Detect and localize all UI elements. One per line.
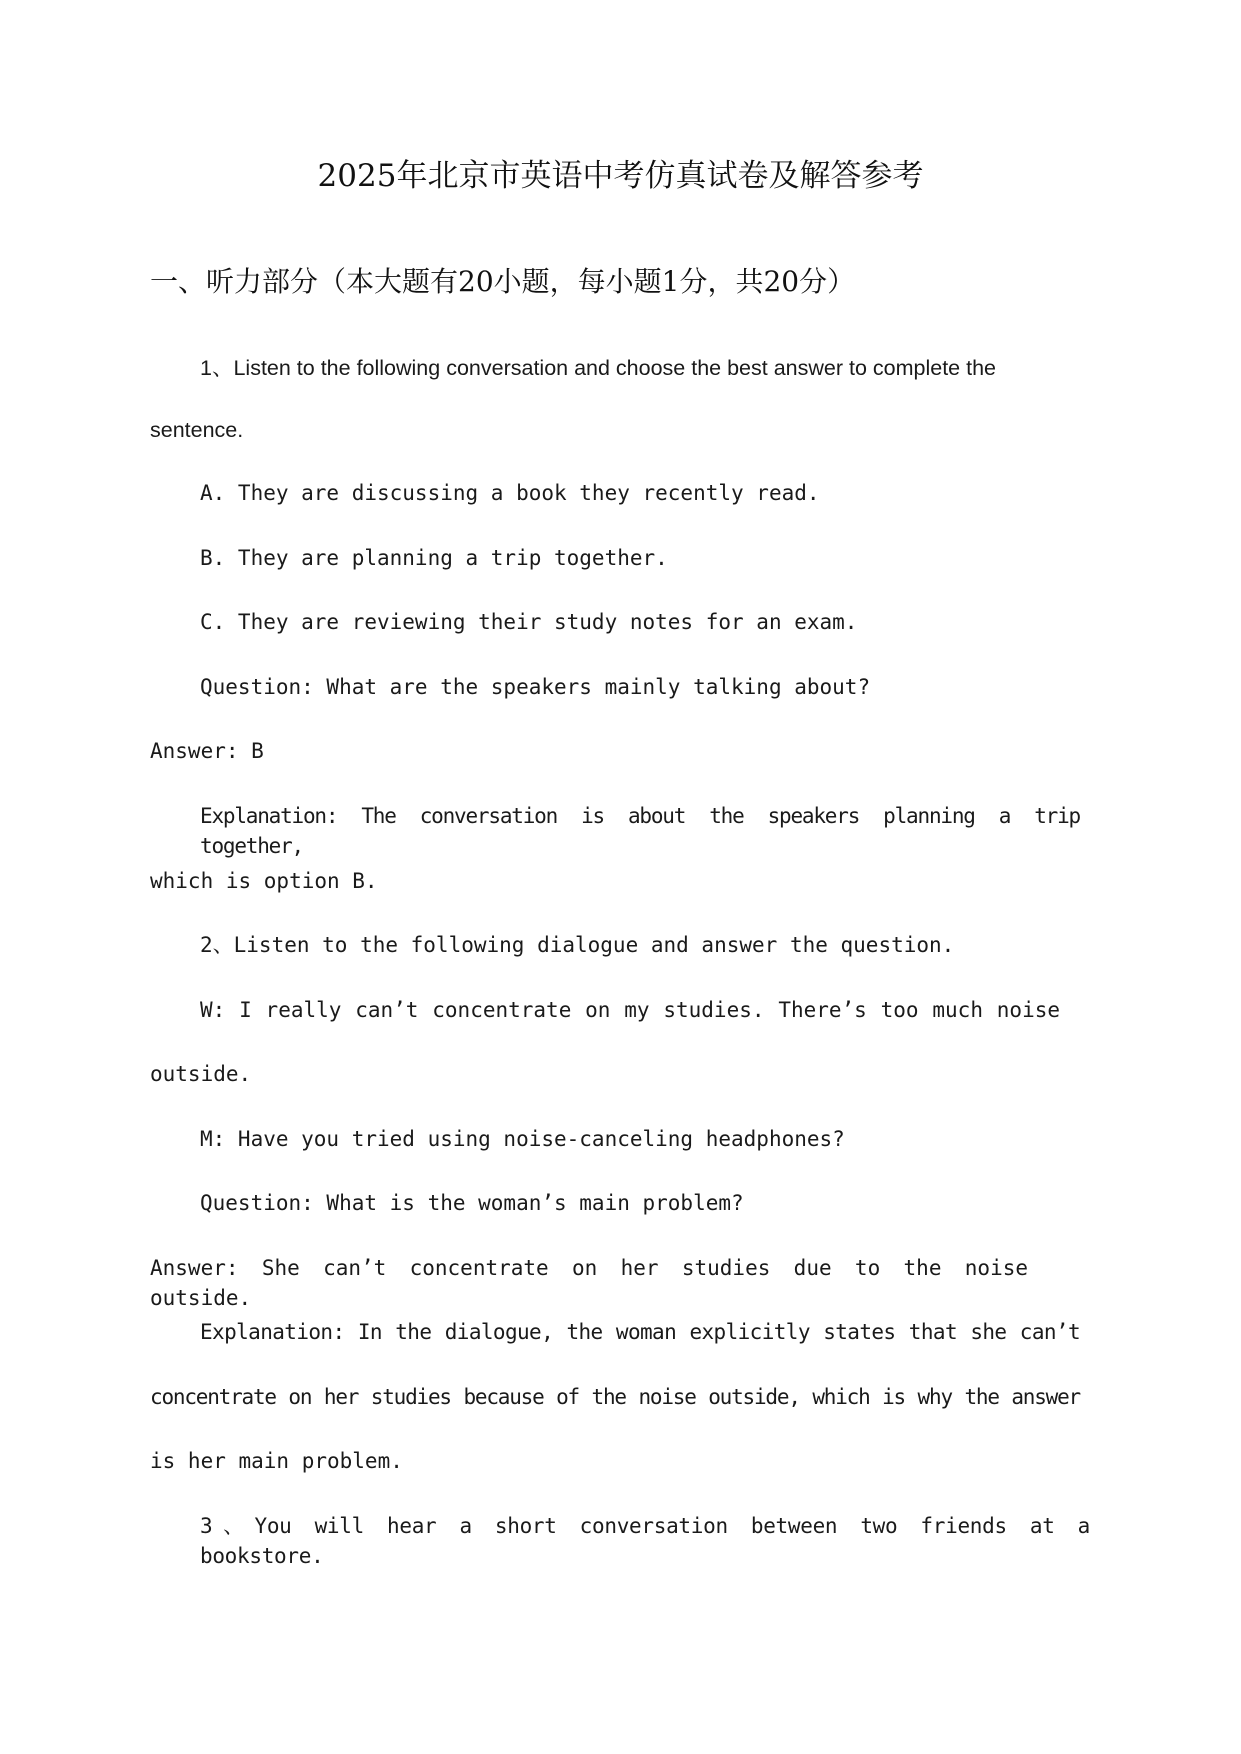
q2-explanation-line2: concentrate on her studies because of the noise outside, which is why the answer [150, 1385, 1080, 1409]
q1-explanation-line2: which is option B. [150, 869, 378, 893]
q2-answer: Answer: She can’t concentrate on her studies due to the noise outside. [150, 1256, 1028, 1310]
q1-prompt-line2: sentence. [150, 418, 244, 442]
q1-answer: Answer: B [150, 739, 264, 763]
q1-explanation-line1: Explanation: The conversation is about the speakers planning a trip together, [200, 804, 1080, 858]
q2-prompt: 2、Listen to the following dialogue and answer the question. [200, 933, 955, 957]
q2-explanation-line3: is her main problem. [150, 1449, 403, 1473]
q2-man-line: M: Have you tried using noise-canceling headphones? [200, 1127, 845, 1151]
document-title: 2025年北京市英语中考仿真试卷及解答参考 [317, 158, 924, 194]
q2-question: Question: What is the woman’s main problem? [200, 1191, 744, 1215]
q1-option-c: C. They are reviewing their study notes for an exam. [200, 610, 858, 634]
q3-prompt: 3、You will hear a short conversation between two friends at a bookstore. [200, 1514, 1090, 1568]
q2-woman-line2: outside. [150, 1062, 252, 1086]
q1-prompt-line1: 1、Listen to the following conversation and choose the best answer to complete the [200, 356, 996, 380]
q1-question: Question: What are the speakers mainly talking about? [200, 675, 871, 699]
q1-option-a: A. They are discussing a book they recently read. [200, 481, 820, 505]
section-heading: 一、听力部分（本大题有20小题，每小题1分，共20分） [150, 265, 856, 298]
q2-woman-line1: W: I really can’t concentrate on my studies. There’s too much noise [200, 998, 1060, 1022]
q1-option-b: B. They are planning a trip together. [200, 546, 668, 570]
q2-explanation-line1: Explanation: In the dialogue, the woman explicitly states that she can’t [200, 1320, 1080, 1344]
